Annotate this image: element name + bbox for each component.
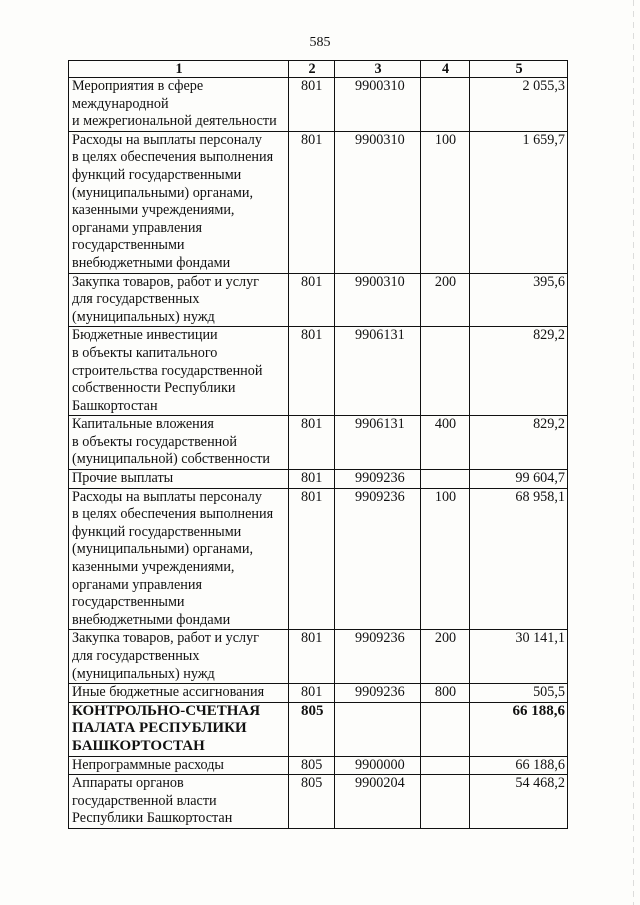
- cell-ministry-code: 801: [289, 684, 335, 703]
- cell-expense-type: 200: [421, 273, 470, 327]
- cell-expense-name: Аппараты органов государственной власти Республики Башкортостан: [69, 775, 289, 829]
- cell-amount: 99 604,7: [470, 470, 568, 489]
- cell-expense-type: 400: [421, 416, 470, 470]
- cell-article-code: 9909236: [335, 630, 421, 684]
- cell-expense-name: Капитальные вложения в объекты государственной (муниципальной) собственности: [69, 416, 289, 470]
- cell-expense-name: Иные бюджетные ассигнования: [69, 684, 289, 703]
- cell-ministry-code: 801: [289, 470, 335, 489]
- column-header-5: 5: [470, 61, 568, 78]
- cell-ministry-code: 805: [289, 775, 335, 829]
- cell-article-code: 9900310: [335, 273, 421, 327]
- cell-article-code: 9906131: [335, 327, 421, 416]
- table-row: [69, 470, 568, 489]
- cell-article-code: 9900000: [335, 756, 421, 775]
- table-body: [69, 78, 568, 829]
- budget-table: [68, 60, 568, 829]
- cell-expense-type: [421, 470, 470, 489]
- cell-amount: 54 468,2: [470, 775, 568, 829]
- cell-expense-type: [421, 78, 470, 132]
- cell-expense-type: 800: [421, 684, 470, 703]
- cell-expense-type: [421, 702, 470, 756]
- cell-amount: 66 188,6: [470, 756, 568, 775]
- cell-amount: 2 055,3: [470, 78, 568, 132]
- table-row: [69, 630, 568, 684]
- cell-expense-type: [421, 775, 470, 829]
- cell-expense-name: Расходы на выплаты персоналу в целях обеспечения выполнения функций государственными (муниципальными) органами, казенными учреждениями, органами управления государственными внебюджетными фондами: [69, 488, 289, 630]
- cell-amount: 68 958,1: [470, 488, 568, 630]
- cell-ministry-code: 801: [289, 630, 335, 684]
- cell-expense-name: Непрограммные расходы: [69, 756, 289, 775]
- table-row: [69, 702, 568, 756]
- table-row: [69, 684, 568, 703]
- column-header-3: 3: [335, 61, 421, 78]
- table-row: [69, 488, 568, 630]
- cell-amount: 829,2: [470, 327, 568, 416]
- column-header-4: 4: [421, 61, 470, 78]
- table-row: [69, 131, 568, 273]
- cell-amount: 30 141,1: [470, 630, 568, 684]
- column-header-1: 1: [69, 61, 289, 78]
- cell-expense-name: Расходы на выплаты персоналу в целях обеспечения выполнения функций государственными (муниципальными) органами, казенными учреждениями, органами управления государственными внебюджетными фондами: [69, 131, 289, 273]
- cell-expense-type: 200: [421, 630, 470, 684]
- table-row: [69, 756, 568, 775]
- cell-ministry-code: 801: [289, 416, 335, 470]
- cell-expense-type: 100: [421, 488, 470, 630]
- cell-amount: 829,2: [470, 416, 568, 470]
- column-header-2: 2: [289, 61, 335, 78]
- scan-edge: [633, 0, 634, 905]
- cell-ministry-code: 801: [289, 78, 335, 132]
- cell-ministry-code: 801: [289, 488, 335, 630]
- cell-amount: 505,5: [470, 684, 568, 703]
- cell-ministry-code: 801: [289, 131, 335, 273]
- cell-ministry-code: 801: [289, 327, 335, 416]
- cell-article-code: 9900310: [335, 131, 421, 273]
- cell-article-code: 9909236: [335, 470, 421, 489]
- cell-ministry-code: 801: [289, 273, 335, 327]
- table-row: [69, 327, 568, 416]
- cell-ministry-code: 805: [289, 702, 335, 756]
- cell-expense-name: Мероприятия в сфере международной и межрегиональной деятельности: [69, 78, 289, 132]
- cell-expense-name: КОНТРОЛЬНО-СЧЕТНАЯ ПАЛАТА РЕСПУБЛИКИ БАШКОРТОСТАН: [69, 702, 289, 756]
- cell-article-code: 9900310: [335, 78, 421, 132]
- cell-article-code: 9909236: [335, 488, 421, 630]
- cell-expense-name: Прочие выплаты: [69, 470, 289, 489]
- table-row: [69, 416, 568, 470]
- cell-amount: 1 659,7: [470, 131, 568, 273]
- cell-expense-type: [421, 756, 470, 775]
- cell-expense-name: Закупка товаров, работ и услуг для государственных (муниципальных) нужд: [69, 630, 289, 684]
- cell-ministry-code: 805: [289, 756, 335, 775]
- cell-expense-type: 100: [421, 131, 470, 273]
- cell-article-code: 9900204: [335, 775, 421, 829]
- page-number: 585: [309, 35, 331, 50]
- cell-expense-name: Закупка товаров, работ и услуг для государственных (муниципальных) нужд: [69, 273, 289, 327]
- cell-amount: 395,6: [470, 273, 568, 327]
- table-row: [69, 78, 568, 132]
- cell-article-code: 9909236: [335, 684, 421, 703]
- cell-article-code: [335, 702, 421, 756]
- table-row: [69, 273, 568, 327]
- cell-article-code: 9906131: [335, 416, 421, 470]
- table-row: [69, 775, 568, 829]
- table-header-row: [69, 61, 568, 78]
- cell-amount: 66 188,6: [470, 702, 568, 756]
- cell-expense-type: [421, 327, 470, 416]
- cell-expense-name: Бюджетные инвестиции в объекты капитального строительства государственной собственности Республики Башкортостан: [69, 327, 289, 416]
